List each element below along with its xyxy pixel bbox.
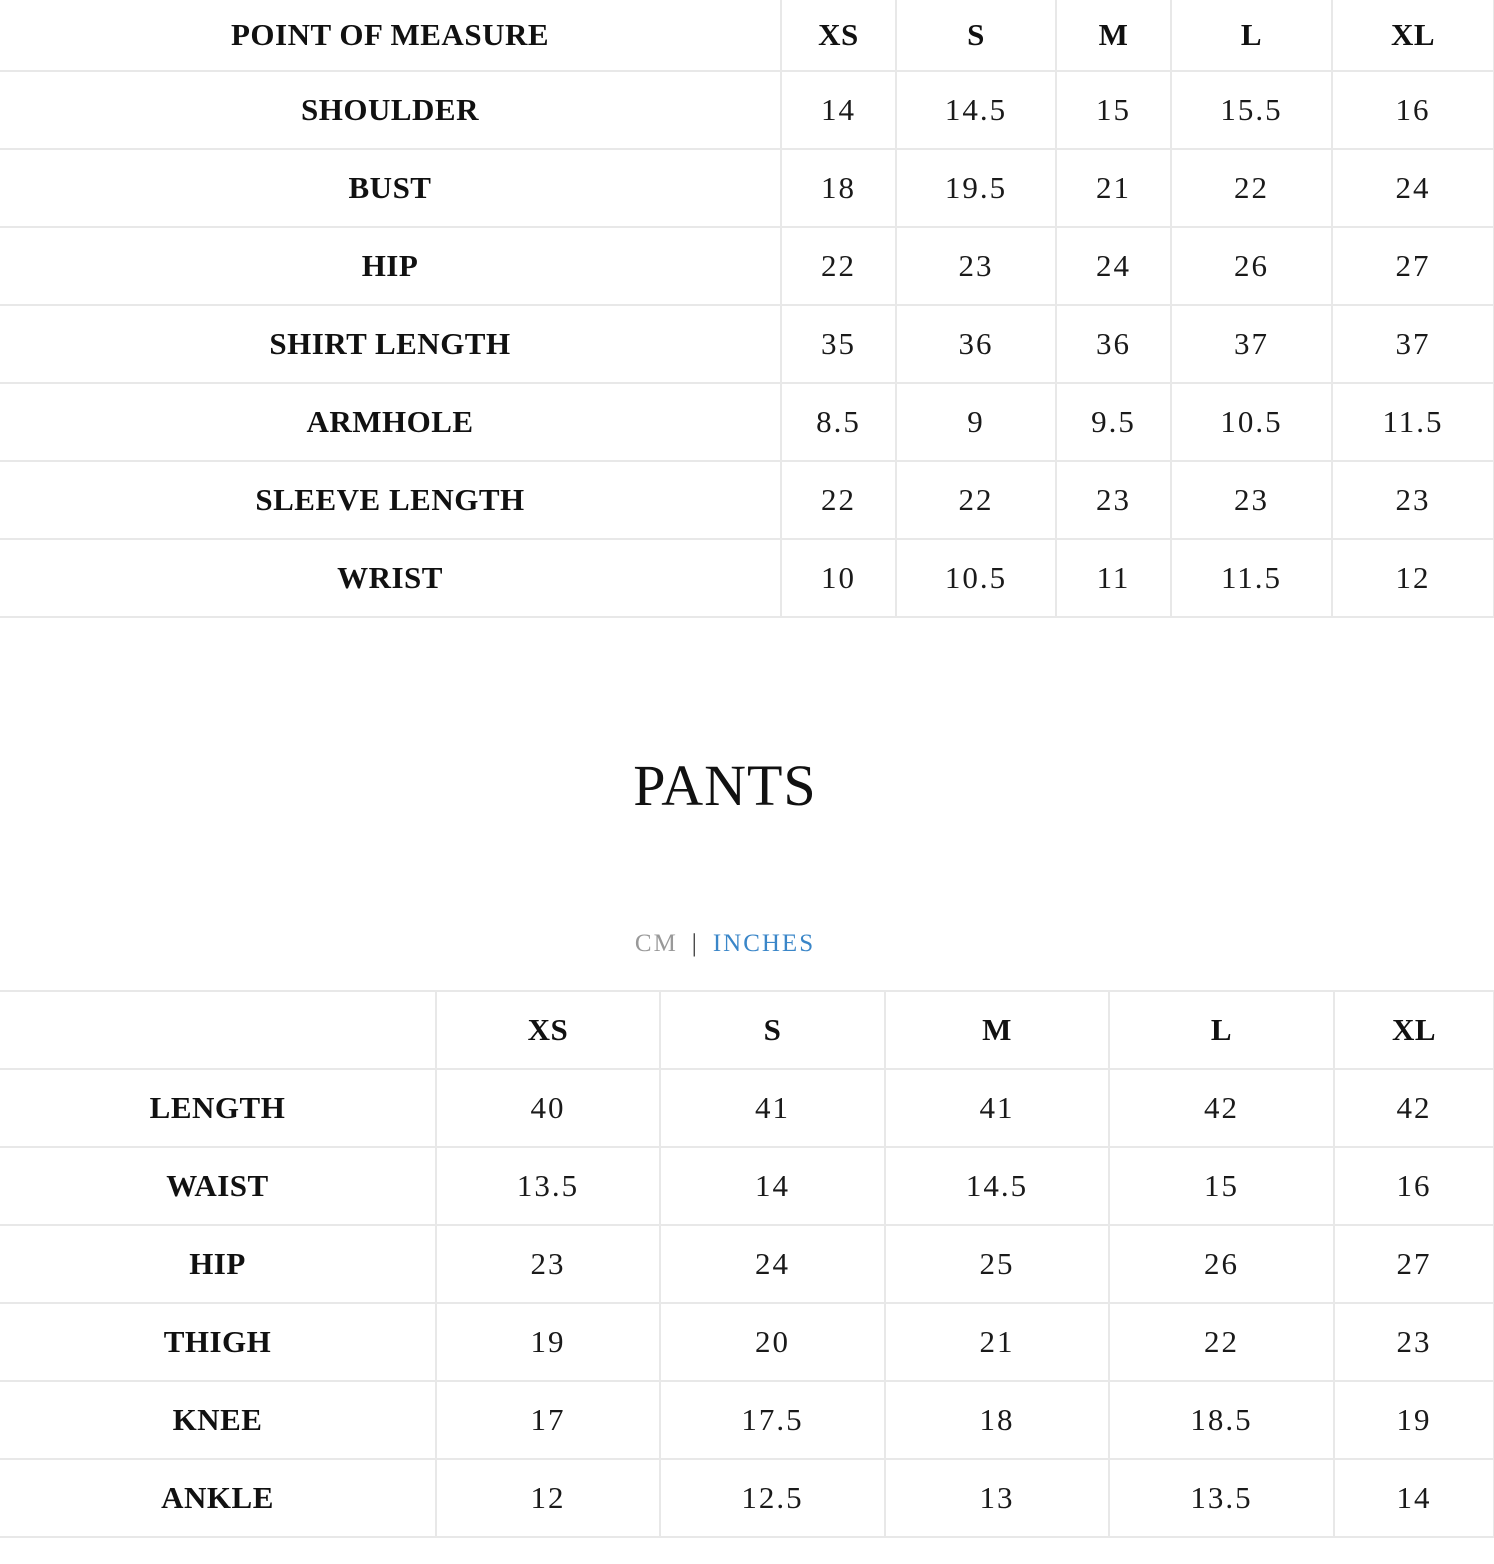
cell-value: 14.5	[896, 71, 1056, 149]
cell-value: 15	[1056, 71, 1171, 149]
cell-value: 18	[781, 149, 896, 227]
row-label: ARMHOLE	[0, 383, 781, 461]
row-label: SHIRT LENGTH	[0, 305, 781, 383]
row-label: HIP	[0, 1225, 436, 1303]
cell-value: 19	[1334, 1381, 1494, 1459]
unit-separator: |	[691, 930, 699, 957]
table-row	[0, 71, 1494, 149]
row-label: THIGH	[0, 1303, 436, 1381]
cell-value: 22	[896, 461, 1056, 539]
header-size-l: L	[1171, 0, 1332, 71]
cell-value: 23	[1334, 1303, 1494, 1381]
unit-cm-option[interactable]: CM	[634, 930, 678, 957]
cell-value: 23	[1332, 461, 1494, 539]
row-label: SHOULDER	[0, 71, 781, 149]
table-row	[0, 305, 1494, 383]
cell-value: 12	[1332, 539, 1494, 617]
cell-value: 41	[660, 1069, 885, 1147]
cell-value: 26	[1171, 227, 1332, 305]
cell-value: 12.5	[660, 1459, 885, 1537]
cell-value: 14.5	[885, 1147, 1109, 1225]
table-row	[0, 1381, 1494, 1459]
table-row	[0, 539, 1494, 617]
header-size-m: M	[885, 991, 1109, 1069]
cell-value: 36	[1056, 305, 1171, 383]
cell-value: 22	[781, 461, 896, 539]
cell-value: 21	[1056, 149, 1171, 227]
cell-value: 40	[436, 1069, 660, 1147]
cell-value: 13	[885, 1459, 1109, 1537]
table-row	[0, 461, 1494, 539]
cell-value: 14	[660, 1147, 885, 1225]
cell-value: 42	[1109, 1069, 1334, 1147]
row-label: HIP	[0, 227, 781, 305]
row-label: WAIST	[0, 1147, 436, 1225]
cell-value: 23	[896, 227, 1056, 305]
header-empty	[0, 991, 436, 1069]
cell-value: 25	[885, 1225, 1109, 1303]
cell-value: 22	[781, 227, 896, 305]
table-header-row	[0, 991, 1494, 1069]
table-row	[0, 383, 1494, 461]
header-size-s: S	[660, 991, 885, 1069]
cell-value: 27	[1334, 1225, 1494, 1303]
pants-size-table	[0, 990, 1494, 1538]
row-label: KNEE	[0, 1381, 436, 1459]
cell-value: 22	[1171, 149, 1332, 227]
cell-value: 23	[436, 1225, 660, 1303]
cell-value: 11.5	[1332, 383, 1494, 461]
cell-value: 23	[1171, 461, 1332, 539]
header-size-l: L	[1109, 991, 1334, 1069]
cell-value: 18.5	[1109, 1381, 1334, 1459]
row-label: SLEEVE LENGTH	[0, 461, 781, 539]
cell-value: 10	[781, 539, 896, 617]
cell-value: 24	[660, 1225, 885, 1303]
cell-value: 24	[1056, 227, 1171, 305]
cell-value: 15.5	[1171, 71, 1332, 149]
cell-value: 14	[1334, 1459, 1494, 1537]
cell-value: 20	[660, 1303, 885, 1381]
row-label: LENGTH	[0, 1069, 436, 1147]
cell-value: 22	[1109, 1303, 1334, 1381]
cell-value: 15	[1109, 1147, 1334, 1225]
cell-value: 14	[781, 71, 896, 149]
cell-value: 11	[1056, 539, 1171, 617]
cell-value: 13.5	[436, 1147, 660, 1225]
cell-value: 37	[1332, 305, 1494, 383]
cell-value: 10.5	[1171, 383, 1332, 461]
cell-value: 42	[1334, 1069, 1494, 1147]
cell-value: 19	[436, 1303, 660, 1381]
header-point-of-measure: POINT OF MEASURE	[0, 0, 781, 71]
cell-value: 13.5	[1109, 1459, 1334, 1537]
header-size-m: M	[1056, 0, 1171, 71]
cell-value: 19.5	[896, 149, 1056, 227]
header-size-xl: XL	[1334, 991, 1494, 1069]
table-row	[0, 1225, 1494, 1303]
tops-size-table	[0, 0, 1494, 618]
cell-value: 9	[896, 383, 1056, 461]
cell-value: 23	[1056, 461, 1171, 539]
table-row	[0, 1459, 1494, 1537]
row-label: BUST	[0, 149, 781, 227]
section-title-pants: PANTS	[633, 753, 817, 818]
header-size-s: S	[896, 0, 1056, 71]
cell-value: 18	[885, 1381, 1109, 1459]
header-size-xs: XS	[436, 991, 660, 1069]
cell-value: 24	[1332, 149, 1494, 227]
cell-value: 17.5	[660, 1381, 885, 1459]
table-row	[0, 227, 1494, 305]
row-label: ANKLE	[0, 1459, 436, 1537]
cell-value: 35	[781, 305, 896, 383]
cell-value: 17	[436, 1381, 660, 1459]
table-row	[0, 1303, 1494, 1381]
table-row	[0, 1069, 1494, 1147]
cell-value: 37	[1171, 305, 1332, 383]
unit-toggle	[0, 930, 1450, 958]
table-header-row	[0, 0, 1494, 71]
cell-value: 26	[1109, 1225, 1334, 1303]
unit-inches-option[interactable]: INCHES	[712, 930, 816, 957]
cell-value: 12	[436, 1459, 660, 1537]
cell-value: 36	[896, 305, 1056, 383]
cell-value: 27	[1332, 227, 1494, 305]
row-label: WRIST	[0, 539, 781, 617]
header-size-xs: XS	[781, 0, 896, 71]
cell-value: 9.5	[1056, 383, 1171, 461]
cell-value: 10.5	[896, 539, 1056, 617]
cell-value: 21	[885, 1303, 1109, 1381]
table-row	[0, 149, 1494, 227]
cell-value: 16	[1332, 71, 1494, 149]
cell-value: 16	[1334, 1147, 1494, 1225]
cell-value: 8.5	[781, 383, 896, 461]
cell-value: 11.5	[1171, 539, 1332, 617]
table-row	[0, 1147, 1494, 1225]
cell-value: 41	[885, 1069, 1109, 1147]
header-size-xl: XL	[1332, 0, 1494, 71]
